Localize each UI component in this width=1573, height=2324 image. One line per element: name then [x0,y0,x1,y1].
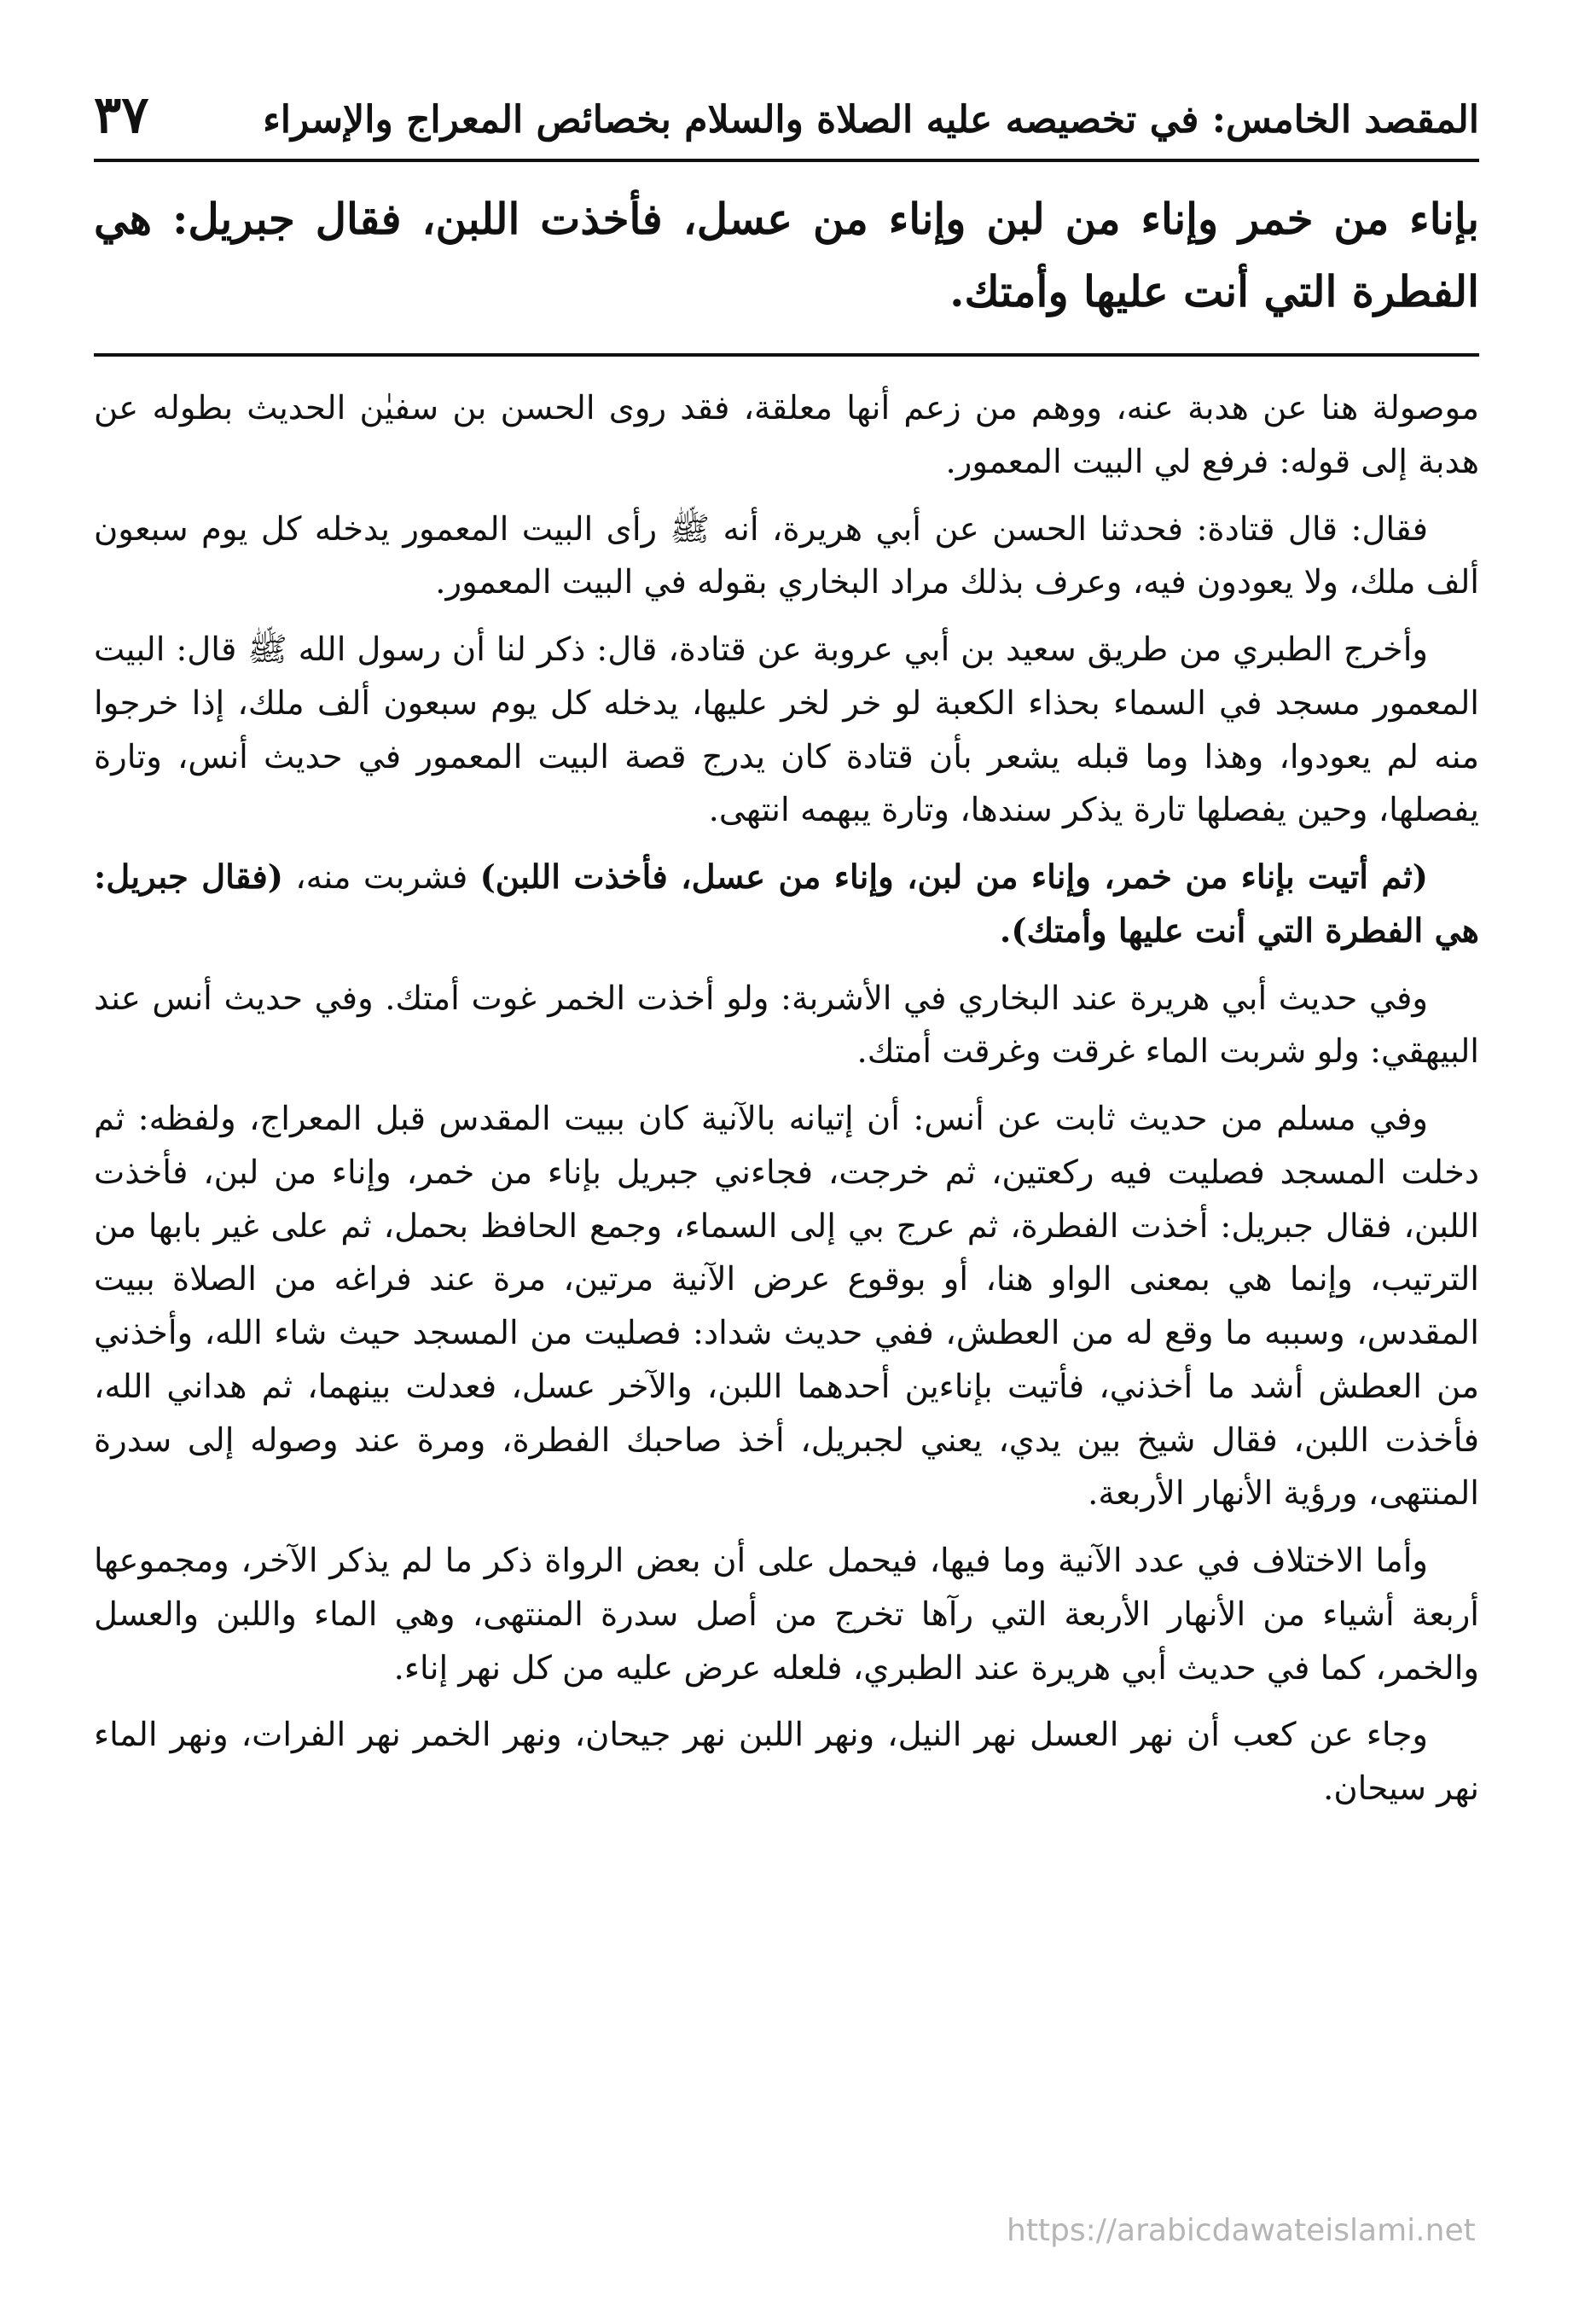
watermark-url: https://arabicdawateislami.net [1007,2213,1476,2248]
quoted-matn: (ثم أتيت بإناء من خمر، وإناء من لبن، وإناء من عسل، فأخذت اللبن) [479,858,1428,897]
commentary-paragraph: وجاء عن كعب أن نهر العسل نهر النيل، ونهر اللبن نهر جيحان، ونهر الخمر نهر الفرات، ونهر الماء نهر سيحان. [94,1716,1479,1808]
commentary-paragraph: موصولة هنا عن هدبة عنه، ووهم من زعم أنها معلقة، فقد روى الحسن بن سفيٰن الحديث بطوله عن هدبة إلى قوله: فرفع لي البيت المعمور. [94,389,1479,481]
commentary [94,382,1479,1816]
commentary-paragraph: وأخرج الطبري من طريق سعيد بن أبي عروبة عن قتادة، قال: ذكر لنا أن رسول الله ﷺ قال: البيت المعمور مسجد في السماء بحذاء الكعبة لو خر لخر عليها، يدخله كل يوم سبعون ألف ملك، إذا خرجوا منه لم يعودوا، وهذا وما قبله يشعر بأن قتادة كان يدرج قصة البيت المعمور في حديث أنس، وتارة يفصلها، وحين يفصلها تارة يذكر سندها، وتارة يبهمه انتهى. [94,630,1479,830]
page-header [94,85,1479,162]
page-number: ٣٧ [94,85,149,145]
hadith-text: بإناء من خمر وإناء من لبن وإناء من عسل، فأخذت اللبن، فقال جبريل: هي الفطرة التي أنت عليها وأمتك. [94,183,1479,357]
commentary-paragraph [94,851,1479,959]
commentary-paragraph: وفي حديث أبي هريرة عند البخاري في الأشربة: ولو أخذت الخمر غوت أمتك. وفي حديث أنس عند البيهقي: ولو شربت الماء غرقت وغرقت أمتك. [94,979,1479,1072]
commentary-text: فشربت منه، [282,858,480,897]
quoted-matn: (فقال جبريل: هي الفطرة التي أنت عليها وأمتك). [94,858,1479,950]
commentary-paragraph: وفي مسلم من حديث ثابت عن أنس: أن إتيانه بالآنية كان ببيت المقدس قبل المعراج، ولفظه: ثم دخلت المسجد فصليت فيه ركعتين، ثم خرجت، فجاءني جبريل بإناء من خمر، وإناء من لبن، فأخذت اللبن، فقال جبريل: أخذت الفطرة، ثم عرج بي إلى السماء، وجمع الحافظ بحمل، ثم على غير بابها من الترتيب، وإنما هي بمعنى الواو هنا، أو بوقوع عرض الآنية مرتين، مرة عند فراغه من الصلاة ببيت المقدس، وسببه ما وقع له من العطش، ففي حديث شداد: فصليت من المسجد حيث شاء الله، وأخذني من العطش أشد ما أخذني، فأتيت بإناءين أحدهما اللبن، والآخر عسل، فعدلت بينهما، ثم هداني الله، فأخذت اللبن، فقال شيخ بين يدي، يعني لجبريل، أخذ صاحبك الفطرة، ومرة عند وصوله إلى سدرة المنتهى، ورؤية الأنهار الأربعة. [94,1100,1479,1514]
commentary-paragraph: فقال: قال قتادة: فحدثنا الحسن عن أبي هريرة، أنه ﷺ رأى البيت المعمور يدخله كل يوم سبعون ألف ملك، ولا يعودون فيه، وعرف بذلك مراد البخاري بقوله في البيت المعمور. [94,509,1479,602]
running-title: المقصد الخامس: في تخصيصه عليه الصلاة والسلام بخصائص المعراج والإسراء [263,98,1479,142]
commentary-paragraph: وأما الاختلاف في عدد الآنية وما فيها، فيحمل على أن بعض الرواة ذكر ما لم يذكر الآخر، ومجموعها أربعة أشياء من الأنهار الأربعة التي رآها تخرج من أصل سدرة المنتهى، وهي الماء واللبن والعسل والخمر، كما في حديث أبي هريرة عند الطبري، فلعله عرض عليه من كل نهر إناء. [94,1542,1479,1688]
